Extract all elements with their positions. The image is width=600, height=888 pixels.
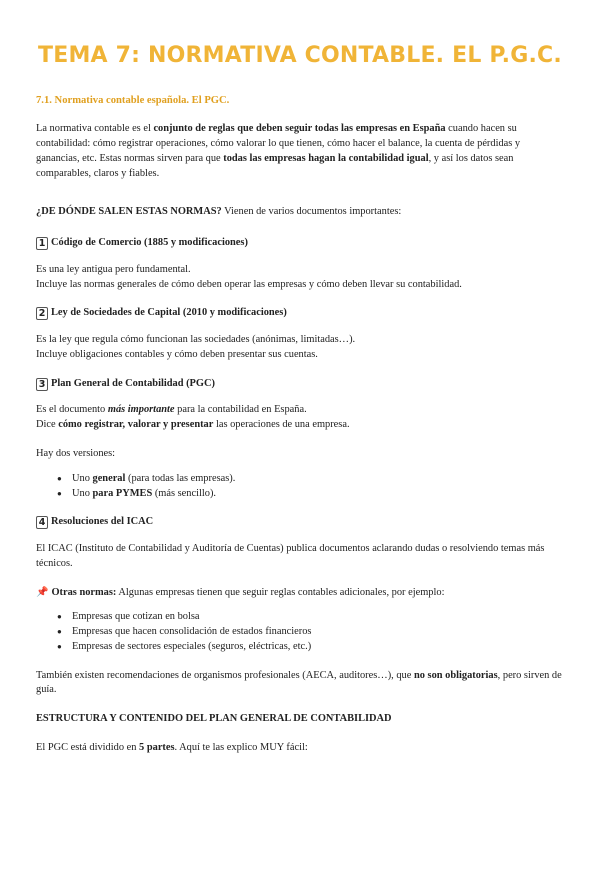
- intro-text-1: La normativa contable es el: [36, 123, 154, 135]
- section-1-line-2: Incluye las normas generales de cómo deben operar las empresas y cómo deben llevar su contabilidad.: [36, 278, 462, 290]
- list-item: [72, 487, 564, 502]
- number-1-icon: 1: [36, 237, 48, 250]
- intro-text-2: cuando hacen su contabilidad: cómo registrar operaciones, cómo valorar lo que tienen, cómo hacer el balance, la cuenta de pérdidas y ganancias, etc. Estas normas sirven para que: [36, 123, 521, 164]
- section-1-line-1: Es una ley antigua pero fundamental.: [36, 263, 191, 275]
- list-item: [72, 472, 564, 487]
- version-1-a: Uno: [72, 472, 93, 484]
- section-3-line-1-c: para la contabilidad en España.: [174, 404, 307, 416]
- section-2-line-2: Incluye obligaciones contables y cómo deben presentar sus cuentas.: [36, 348, 318, 360]
- section-3-body: [36, 403, 564, 501]
- intro-paragraph: [36, 122, 564, 181]
- section-4-body: [36, 542, 564, 572]
- section-4-heading: [36, 515, 564, 530]
- section-1-title: Código de Comercio (1885 y modificaciones): [51, 237, 248, 249]
- page-title: TEMA 7: NORMATIVA CONTABLE. EL P.G.C.: [38, 43, 562, 68]
- versions-intro: Hay dos versiones:: [36, 447, 116, 459]
- list-item: ● Empresas que hacen consolidación de estados financieros: [72, 625, 564, 640]
- other-norms-label: Otras normas:: [51, 586, 117, 598]
- section-3-line-2-c: las operaciones de una empresa.: [213, 419, 350, 431]
- section-3-line-2-a: Dice: [36, 419, 59, 431]
- recs-text-1: También existen recomendaciones de organismos profesionales (AECA, auditores…), que: [36, 669, 414, 681]
- section-3-line-1: [36, 403, 564, 418]
- final-text-1: El PGC está dividido en: [36, 741, 140, 753]
- version-2-b: para PYMES: [92, 487, 153, 499]
- section-subtitle: 7.1. Normativa contable española. El PGC.: [36, 95, 230, 107]
- origin-paragraph: [36, 205, 564, 220]
- section-1-heading: [36, 236, 564, 251]
- structure-heading: ESTRUCTURA Y CONTENIDO DEL PLAN GENERAL DE CONTABILIDAD: [36, 713, 392, 725]
- other-norms-text: Algunas empresas tienen que seguir reglas contables adicionales, por ejemplo:: [116, 586, 445, 598]
- other-norms-paragraph: [36, 586, 564, 601]
- list-item: ● Empresas de sectores especiales (seguros, eléctricas, etc.): [72, 640, 564, 655]
- final-bold: 5 partes: [139, 741, 175, 753]
- origin-question: ¿DE DÓNDE SALEN ESTAS NORMAS?: [36, 206, 222, 218]
- intro-bold-2: todas las empresas hagan la contabilidad igual: [223, 152, 429, 164]
- final-paragraph: [36, 741, 564, 756]
- number-3-icon: 3: [36, 378, 48, 391]
- section-4-line-1: El ICAC (Instituto de Contabilidad y Auditoría de Cuentas) publica documentos aclarando dudas o resolviendo temas más técnicos.: [36, 543, 545, 569]
- versions-list: [36, 472, 564, 502]
- version-2-c: (más sencillo).: [152, 487, 217, 499]
- section-3-line-1-a: Es el documento: [36, 404, 108, 416]
- intro-bold-1: conjunto de reglas que deben seguir todas las empresas en España: [153, 123, 446, 135]
- section-3-heading: [36, 377, 564, 392]
- number-2-icon: 2: [36, 307, 48, 320]
- recommendations-paragraph: [36, 669, 564, 699]
- list-item: ● Empresas que cotizan en bolsa: [72, 610, 564, 625]
- version-1-b: general: [92, 472, 126, 484]
- section-2-heading: [36, 306, 564, 321]
- section-3-title: Plan General de Contabilidad (PGC): [51, 377, 215, 389]
- recs-bold: no son obligatorias: [413, 669, 498, 681]
- version-1-c: (para todas las empresas).: [125, 472, 236, 484]
- section-3-line-1-b: más importante: [107, 404, 175, 416]
- recs-text-2: , pero sirven de guía.: [36, 669, 562, 696]
- number-4-icon: 4: [36, 516, 48, 529]
- section-2-line-1: Es la ley que regula cómo funcionan las sociedades (anónimas, limitadas…).: [36, 334, 356, 346]
- section-1-body: [36, 263, 564, 293]
- section-2-body: [36, 333, 564, 363]
- version-2-a: Uno: [72, 487, 93, 499]
- section-4-title: Resoluciones del ICAC: [51, 516, 154, 528]
- section-3-line-2: [36, 418, 564, 433]
- final-text-2: . Aquí te las explico MUY fácil:: [174, 741, 308, 753]
- section-3-line-2-b: cómo registrar, valorar y presentar: [58, 419, 214, 431]
- intro-text-3: , y así los datos sean comparables, claros y fiables.: [36, 152, 514, 179]
- other-norms-list: [36, 610, 564, 654]
- pushpin-icon: 📌: [36, 586, 49, 598]
- origin-text: Vienen de varios documentos importantes:: [221, 206, 402, 218]
- document-page: [0, 40, 600, 888]
- section-2-title: Ley de Sociedades de Capital (2010 y modificaciones): [51, 307, 287, 319]
